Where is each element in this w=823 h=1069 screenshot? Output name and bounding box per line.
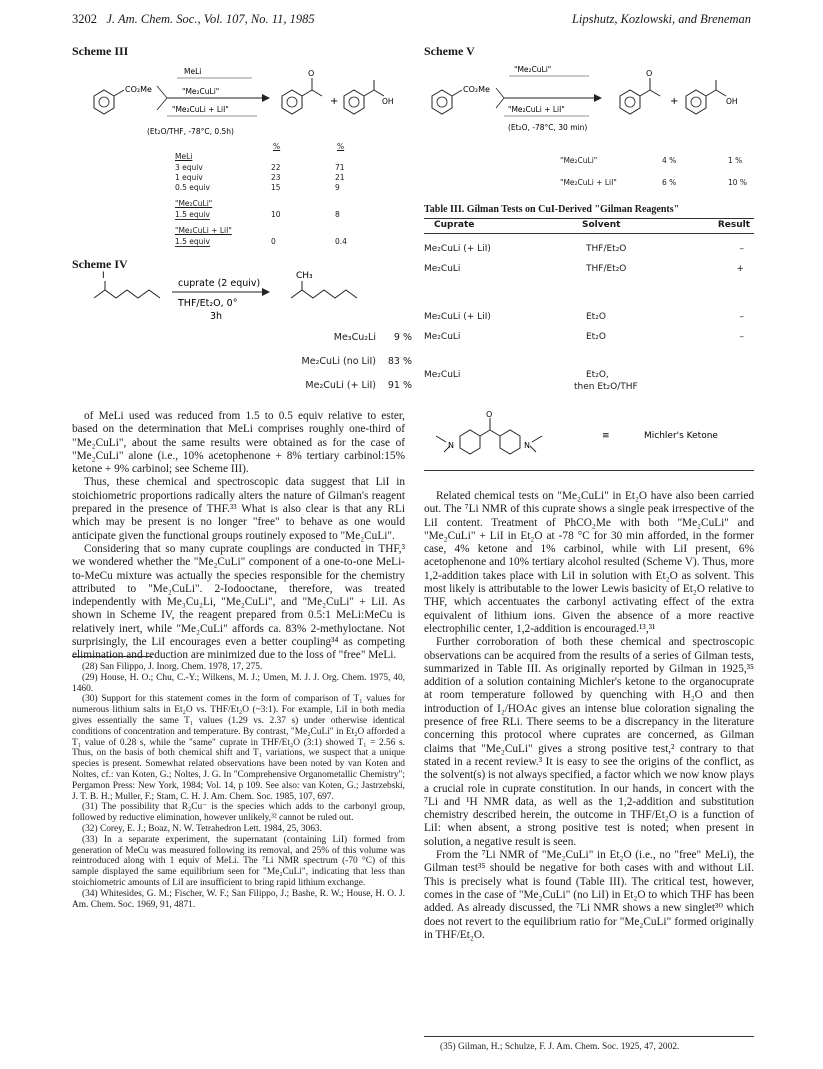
authors: Lipshutz, Kozlowski, and Breneman	[571, 12, 751, 26]
svg-text:O: O	[308, 69, 315, 78]
svg-text:N: N	[524, 441, 530, 450]
benzene-ring-icon	[282, 90, 302, 114]
benzene-ring-icon	[686, 90, 706, 114]
michlers-ketone-label: Michler's Ketone	[644, 431, 718, 441]
col-cuprate: Cuprate	[434, 220, 475, 230]
table-row	[272, 374, 412, 398]
scheme-iii-title: Scheme III	[72, 44, 129, 58]
reagent-me2culi: "Me₂CuLi"	[514, 65, 552, 74]
reagent-me2culi-lii: "Me₂CuLi + LiI"	[508, 105, 565, 114]
solvent-cell-2: then Et₂O/THF	[574, 382, 638, 392]
table-iii	[424, 218, 754, 414]
footnotes-left	[72, 662, 405, 910]
benzene-ring-icon	[344, 90, 364, 114]
benzene-ring-icon	[500, 430, 520, 454]
michlers-ketone-structure	[424, 410, 754, 458]
scheme-iv-cond-2: THF/Et₂O, 0°	[178, 298, 238, 309]
value-a-cell: 4 %	[662, 156, 677, 165]
footnote: (33) In a separate experiment, the supernatant (containing LiI) formed from generation of MeCu was measured following its removal, and 25% of this volume was reintroduced along with 1 equiv of MeLi. The ⁷Li NMR spectrum (-70 °C) of this sample displayed the same equilibrium seen for "Me₂CuLi", indicating that less than stoichiometric amounts of LiI are insufficient to bring rapid lithium exchange.	[72, 834, 405, 888]
scheme-iv-title: Scheme IV	[72, 257, 128, 271]
scheme-v-reaction	[424, 58, 754, 138]
value-a-cell: 22	[271, 163, 281, 172]
result-cell: –	[739, 312, 744, 322]
result-cell: +	[736, 264, 744, 274]
reagent-cell: Me₂CuLi (+ LiI)	[305, 380, 376, 391]
equiv-cell: 3 equiv	[175, 163, 203, 172]
table-row	[175, 183, 365, 193]
footnote: (29) House, H. O.; Chu, C.-Y.; Wilkens, M. J.; Umen, M. J. J. Org. Chem. 1975, 40, 1460.	[72, 672, 405, 694]
value-a-cell: 0	[271, 237, 276, 246]
value-b-cell: 21	[335, 173, 345, 182]
scheme-iii-conditions: (Et₂O/THF, -78°C, 0.5h)	[147, 127, 234, 136]
result-cell: –	[739, 244, 744, 254]
scheme-iv-cond-3: 3h	[210, 311, 223, 322]
benzene-ring-icon	[460, 430, 480, 454]
alcohol-label: OH	[726, 97, 738, 106]
solvent-cell: THF/Et₂O	[586, 264, 627, 274]
benzene-ring-icon	[620, 90, 640, 114]
table-iii-caption: Table III. Gilman Tests on CuI-Derived "Gilman Reagents"	[424, 204, 680, 215]
journal-citation: J. Am. Chem. Soc., Vol. 107, No. 11, 1985	[106, 12, 315, 26]
equiv-cell: 1.5 equiv	[175, 210, 210, 219]
scheme-iv-results	[272, 326, 412, 398]
plus-sign: +	[330, 96, 339, 107]
footnote: (28) San Filippo, J. Inorg. Chem. 1978, 17, 275.	[82, 662, 263, 672]
reagent-meli: MeLi	[184, 67, 202, 76]
alcohol-label: OH	[382, 97, 394, 106]
plus-sign: +	[670, 96, 679, 107]
value-b-cell: 71	[335, 163, 345, 172]
right-column-text	[424, 490, 754, 942]
reagent-cell: Me₃Cu₂Li	[333, 332, 376, 343]
scheme-v-results	[560, 150, 760, 194]
table-divider	[424, 470, 754, 471]
table-row	[175, 237, 365, 247]
reagent-me2culi: "Me₂CuLi"	[182, 87, 220, 96]
value-b-cell: 9	[335, 183, 340, 192]
value-a-cell: 6 %	[662, 178, 677, 187]
value-a-cell: 23	[271, 173, 281, 182]
body-paragraph: From the ⁷Li NMR of "Me₂CuLi" in Et₂O (i.e., no "free" MeLi), the Gilman test³⁵ should be negative for both cases with and without LiI. This is precisely what is found (Table III). The critical test, however, comes in the case of "Me₂CuLi" (no LiI) in Et₂O to which THF has been added. As already discussed, the ⁷Li NMR shows a new singlet³⁰ which does not revert to the equilibrium ratio for "Me₂CuLi" formed originally in THF/Et₂O.	[424, 849, 754, 941]
reagent-cell: "Me₂CuLi + LiI"	[560, 178, 617, 187]
reagent-cell: "Me₂CuLi"	[560, 156, 598, 165]
left-column-text	[72, 410, 405, 663]
value-a-cell: 10	[271, 210, 281, 219]
footnote: (32) Corey, E. J.; Boaz, N. W. Tetrahedron Lett. 1984, 25, 3063.	[82, 823, 322, 834]
table-row	[272, 350, 412, 374]
value-a-cell: 15	[271, 183, 281, 192]
value-b-cell: 0.4	[335, 237, 347, 246]
solvent-cell: Et₂O	[586, 332, 606, 342]
page-header-left	[72, 12, 315, 27]
solvent-cell: Et₂O	[586, 312, 606, 322]
cuprate-cell: Me₂CuLi (+ LiI)	[424, 244, 491, 254]
table-row	[175, 163, 365, 173]
cuprate-cell: Me₂CuLi	[424, 332, 461, 342]
equivalence-sign: ≡	[602, 431, 610, 441]
ester-label: CO₂Me	[125, 85, 152, 94]
table-row	[560, 172, 760, 194]
value-b-cell: 1 %	[728, 156, 743, 165]
footnote-divider-right	[424, 1036, 754, 1037]
reagent-me2culi-lii: "Me₂CuLi + LiI"	[172, 105, 229, 114]
table-row	[175, 210, 365, 220]
body-paragraph: Further corroboration of both these chemical and spectroscopic observations can be acquired from the results of a series of Gilman tests, summarized in Table III. As originally reported by Gilman in 1925,³⁵ addition of a solution containing Michler's ketone to the organocuprate at room temperature followed by quenching with H₂O and then introduction of I₂/HOAc gives an intense blue coloration signaling the presence of free RLi. There seems to be a discrepancy in the literature concerning this protocol where cuprates are concerned, as Gilman claims that "Me₂CuLi" gives a strong positive test,² contrary to that stated in a recent review.³ It is easy to see the origins of the conflict, as the solvent(s) is not always specified, a factor which we now know plays a crucial role in cuprate constitution. In our hands, in concert with the ⁷Li and ¹H NMR data, as well as the 1,2-addition and substitution chemistry described herein, the outcome in THF/Et₂O is a function of LiI: when absent, a strong positive test is noted; when present in solution, a negative result is seen.	[424, 636, 754, 848]
table-row	[424, 264, 754, 290]
scheme-iii-group-header: "Me₂CuLi + LiI"	[175, 226, 232, 235]
body-paragraph: Related chemical tests on "Me₂CuLi" in Et₂O have also been carried out. The ⁷Li NMR of this cuprate shows a single peak irrespective of the LiI content. Treatment of PhCO₂Me with both "Me₂CuLi" and "Me₂CuLi" + LiI in Et₂O at -78 °C for 30 min afforded, in the former case, 4% ketone and 1% carbinol, while with LiI present, 6% acetophenone and 10% tertiary alcohol resulted (Scheme V). Thus, more 1,2-addition takes place with LiI in solution with Et₂O as solvent. This most likely is attributable to the lower Lewis basicity of Et₂O relative to THF, which accentuates the carbonyl activating effect of the extra equivalent of lithium ions. Given the absence of a more reactive electrophilic center, 1,2-addition is encouraged.¹³,³¹	[424, 490, 754, 635]
body-paragraph: Thus, these chemical and spectroscopic data suggest that LiI in stoichiometric proportions radically alters the nature of Gilman's reagent prepared in the presence of THF.³³ What is also clear is that any RLi which may be present is no longer "free" to behave as one would anticipate given the functional groups routinely exposed to "Me₂CuLi".	[72, 476, 405, 542]
page-header-right	[572, 12, 751, 27]
scheme-iii-group-header: "Me₂CuLi"	[175, 199, 213, 208]
svg-text:N: N	[448, 441, 454, 450]
footnote: (34) Whitesides, G. M.; Fischer, W. F.; San Filippo, J.; Bashe, R. W.; House, H. O. J. Am. Chem. Soc. 1969, 91, 4871.	[72, 888, 405, 910]
scheme-v-title: Scheme V	[424, 44, 475, 58]
scheme-iv-reaction	[72, 268, 402, 330]
table-row	[272, 326, 412, 350]
scheme-iii-results	[175, 142, 365, 253]
benzene-ring-icon	[94, 90, 114, 114]
col-solvent: Solvent	[582, 220, 621, 230]
iodo-label: I	[102, 271, 105, 281]
octane-chain	[94, 290, 160, 298]
ester-label: CO₂Me	[463, 85, 490, 94]
table-row	[175, 173, 365, 183]
reagent-cell: Me₂CuLi (no LiI)	[301, 356, 376, 367]
equiv-cell: 1.5 equiv	[175, 237, 210, 246]
yield-cell: 9 %	[393, 332, 412, 343]
table-row	[424, 370, 754, 396]
solvent-cell: Et₂O,	[586, 370, 609, 380]
scheme-iv-cond-1: cuprate (2 equiv)	[178, 278, 261, 289]
footnote: (31) The possibility that R₂Cu⁻ is the species which adds to the carbonyl group, followed by reductive elimination, however unlikely,³² cannot be ruled out.	[72, 802, 405, 824]
body-paragraph: of MeLi used was reduced from 1.5 to 0.5 equiv relative to ester, based on the determination that MeLi comprises roughly one-third of "Me₂CuLi", about the same results were obtained as for the case of "Me₂CuLi" alone (i.e., 10% acetophenone + 8% tertiary carbinol:15% ketone + 9% carbinol; see Scheme III).	[72, 410, 405, 476]
result-cell: –	[739, 332, 744, 342]
footnote-35: (35) Gilman, H.; Schulze, F. J. Am. Chem. Soc. 1925, 47, 2002.	[440, 1042, 680, 1052]
svg-text:O: O	[486, 410, 493, 419]
methyl-label: CH₃	[296, 271, 313, 281]
scheme-iii-reaction	[72, 58, 402, 138]
cuprate-cell: Me₂CuLi (+ LiI)	[424, 312, 491, 322]
svg-text:O: O	[646, 69, 653, 78]
cuprate-cell: Me₂CuLi	[424, 370, 461, 380]
equiv-cell: 1 equiv	[175, 173, 203, 182]
cuprate-cell: Me₂CuLi	[424, 264, 461, 274]
col-result: Result	[717, 220, 750, 230]
solvent-cell: THF/Et₂O	[586, 244, 627, 254]
page-number: 3202	[72, 12, 97, 26]
yield-cell: 83 %	[387, 356, 412, 367]
scheme-iii-group-header: MeLi	[175, 152, 193, 161]
table-row	[560, 150, 760, 172]
value-b-cell: 10 %	[728, 178, 748, 187]
percent-header-a: %	[273, 142, 281, 151]
octane-chain	[291, 290, 357, 298]
footnote-divider	[72, 656, 152, 657]
equiv-cell: 0.5 equiv	[175, 183, 210, 192]
body-paragraph: Considering that so many cuprate couplings are conducted in THF,³ we wondered whether the "Me₂CuLi" component of a one-to-one MeLi-to-MeCu mixture was actually the species responsible for the chemistry attributed to "Me₂CuLi". 2-Iodooctane, therefore, was treated independently with Me₃Cu₂Li, "Me₂CuLi", and "Me₂CuLi" + LiI. As shown in Scheme IV, the reagent prepared from 0.5:1 MeLi:MeCu is relatively inert, while "Me₂CuLi" affords ca. 83% 2-methyloctane. Not surprisingly, the LiI encourages even a better coupling³⁴ as competing elimination and reduction are minimized due to the loss of "free" MeLi.	[72, 542, 405, 662]
percent-header-b: %	[337, 142, 345, 151]
table-row	[424, 332, 754, 358]
yield-cell: 91 %	[387, 380, 412, 391]
value-b-cell: 8	[335, 210, 340, 219]
footnote: (30) Support for this statement comes in the form of comparison of T₁ values for numerous lithium salts in Et₂O vs. THF/Et₂O (~3:1). For example, LiI in both media gives essentially the same T₁ values (1.29 vs. 2.37 s) under otherwise identical conditions of concentration and temperature. By contrast, "Me₂CuLi" in Et₂O afforded a T₁ value of 0.28 s, while the "same" cuprate in THF/Et₂O (3:1) showed T₁ = 2.56 s. Thus, on the basis of both chemical shift and T₁ variations, we suspect that a unique species is present. Somewhat related observations have been noted by van Koten and Noltes, cf.: van Koten, G.; Noltes, J. G. In "Comprehensive Organometallic Chemistry"; Pergamon Press: New York, 1984; Vol. 14, p 109. See also: van Koten, G.; Jastrzebski, J. T. B. H.; Muller, F.; Stam, C. H. J. Am. Chem. Soc. 1985, 107, 697.	[72, 694, 405, 802]
scheme-v-conditions: (Et₂O, -78°C, 30 min)	[508, 123, 588, 132]
benzene-ring-icon	[432, 90, 452, 114]
